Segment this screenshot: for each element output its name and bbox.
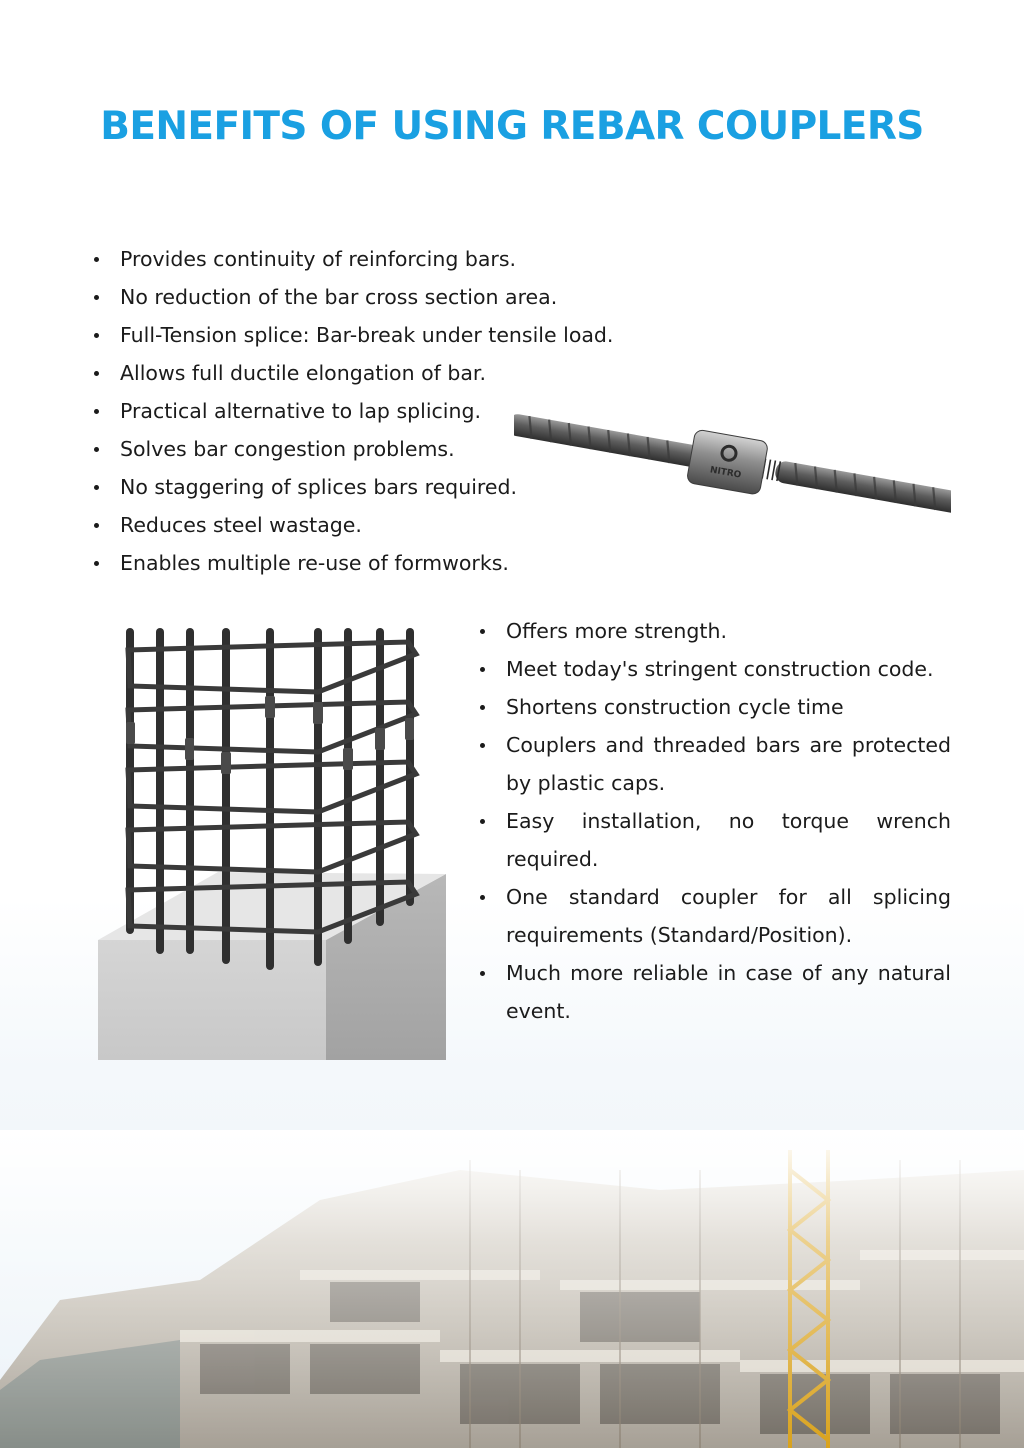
benefit-item: No staggering of splices bars required. (90, 468, 690, 506)
benefit-item: Enables multiple re-use of formworks. (90, 544, 690, 582)
rebar-column-cage-illustration (98, 622, 446, 1060)
benefit-item: Couplers and threaded bars are protected by plastic caps. (476, 726, 951, 802)
benefit-item: Solves bar congestion problems. (90, 430, 690, 468)
page-title: BENEFITS OF USING REBAR COUPLERS (100, 104, 924, 149)
benefit-item: Provides continuity of reinforcing bars. (90, 240, 690, 278)
benefit-item: Meet today's stringent construction code. (476, 650, 951, 688)
rebar-coupler-illustration (514, 390, 951, 540)
benefit-item: Much more reliable in case of any natural event. (476, 954, 951, 1030)
benefit-item: Reduces steel wastage. (90, 506, 690, 544)
benefit-item: Practical alternative to lap splicing. (90, 392, 690, 430)
benefit-item: Full-Tension splice: Bar-break under tensile load. (90, 316, 690, 354)
benefit-item: Shortens construction cycle time (476, 688, 951, 726)
benefit-item: Easy installation, no torque wrench required. (476, 802, 951, 878)
benefit-item: No reduction of the bar cross section area. (90, 278, 690, 316)
benefit-item: Allows full ductile elongation of bar. (90, 354, 690, 392)
benefit-item: Offers more strength. (476, 612, 951, 650)
benefits-list-right (476, 612, 951, 1030)
construction-site-illustration (0, 1130, 1024, 1448)
coupler-brand-text: NITRO (709, 465, 742, 481)
benefit-item: One standard coupler for all splicing requirements (Standard/Position). (476, 878, 951, 954)
